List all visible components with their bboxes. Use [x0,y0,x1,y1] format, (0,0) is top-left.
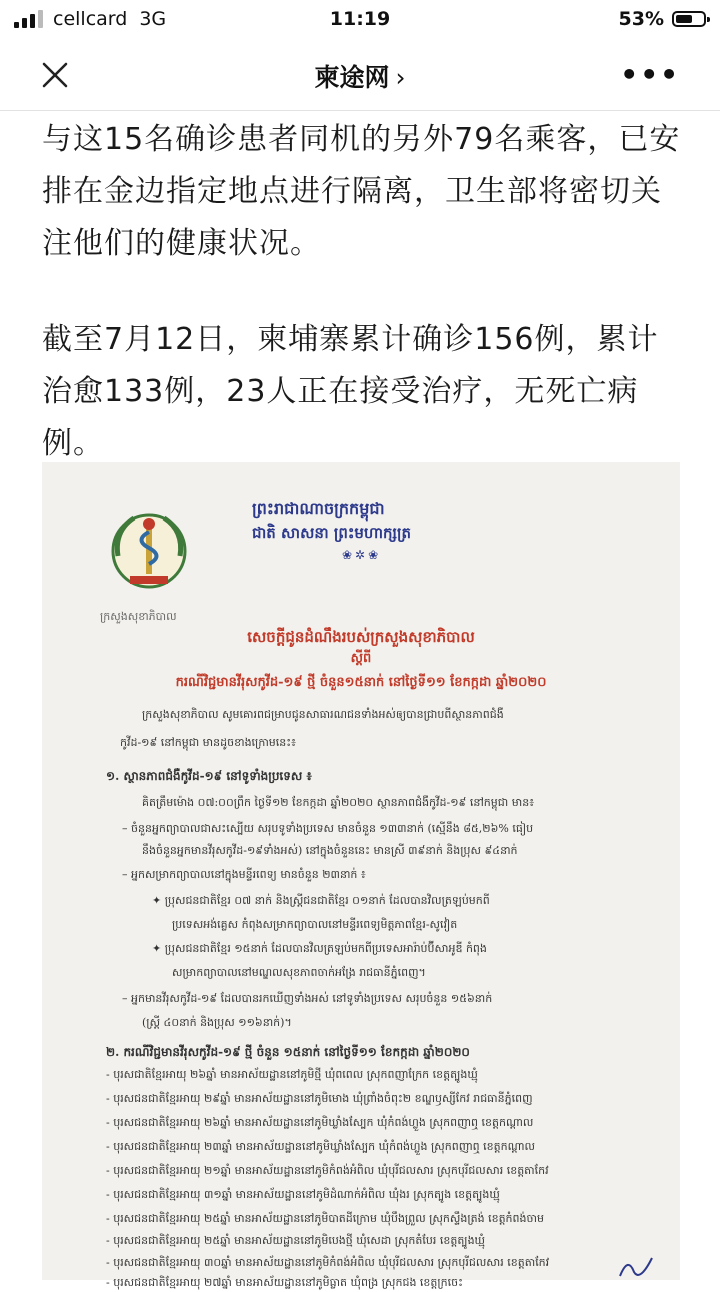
doc-line: - បុរសជនជាតិខ្មែរអាយុ ២៣ឆ្នាំ មានអាស័យដ្ឋាននៅភូមិឃ្លាំងស្បែក ឃុំកំពង់ហ្លួង ស្រុកពញាឮ ខេត្តកណ្តាល [106,1140,535,1153]
ministry-caption: ក្រសួងសុខាភិបាល [100,610,177,623]
more-options-icon[interactable]: ••• [620,58,680,91]
network-type: 3G [139,8,167,30]
doc-topic: ករណីវិជ្ជមានវីរុសកូវីដ-១៩ ថ្មី ចំនួន១៥នាក់ នៅថ្ងៃទី១១ ខែកក្កដា ឆ្នាំ២០២០ [175,675,547,690]
chevron-right-icon: › [395,63,406,92]
doc-line: - បុរសជនជាតិខ្មែរអាយុ ២៩ឆ្នាំ មានអាស័យដ្ឋាននៅភូមិមោង ឃុំព្រាំងចំពុះ២ ខណ្ឌឫស្សីកែវ រាជធានីភ្នំពេញ [106,1092,533,1105]
doc-section-heading: ២. ករណីវិជ្ជមានវីរុសកូវីដ-១៩ ថ្មី ចំនួន ១៥នាក់ នៅថ្ងៃទី១១ ខែកក្កដា ឆ្នាំ២០២០ [106,1045,470,1059]
doc-line: សម្រាកព្យាបាលនៅមណ្ឌលសុខភាពចាក់អង្រែ រាជធានីភ្នំពេញ។ [172,966,426,979]
doc-line: - បុរសជនជាតិខ្មែរអាយុ ២៧ឆ្នាំ មានអាស័យដ្ឋាននៅភូមិធ្លាត ឃុំពង្រ ស្រុកជង ខេត្តក្រចេះ [106,1276,463,1289]
motto-heading: ជាតិ សាសនា ព្រះមហាក្សត្រ [252,524,411,542]
doc-title: សេចក្តីជូនដំណឹងរបស់ក្រសួងសុខាភិបាល [247,628,475,646]
page-title: 柬途网 [314,63,390,92]
doc-line: - បុរសជនជាតិខ្មែរអាយុ ៣១ឆ្នាំ មានអាស័យដ្ឋាននៅភូមិដំណាក់អំពិល ឃុំងរ ស្រុកត្បូង ខេត្តត្បូងឃ្មុំ [106,1188,500,1201]
carrier-name: cellcard [53,8,128,30]
doc-line: (ស្ត្រី ៤០នាក់ និងប្រុស ១១៦នាក់)។ [142,1016,292,1029]
status-bar [0,0,720,38]
article-paragraph: 截至7月12日，柬埔寨累计确诊156例，累计治愈133例，23人正在接受治疗，无死亡病例。 [42,322,659,461]
kingdom-heading: ព្រះរាជាណាចក្រកម្ពុជា [252,499,385,518]
signature-mark [616,1252,656,1280]
doc-section-heading: ១. ស្ថានភាពជំងឺកូវីដ-១៩ នៅទូទាំងប្រទេស ៖ [106,769,312,783]
doc-line: – ចំនួនអ្នកព្យាបាលជាសះស្បើយ សរុបទូទាំងប្រទេស មានចំនួន ១៣៣នាក់ (ស្មើនឹង ៨៥,២៦% ធៀប [122,822,534,835]
battery-icon [672,11,706,27]
doc-line: គិតត្រឹមម៉ោង ០៧:០០ព្រឹក ថ្ងៃទី១២ ខែកក្កដា ឆ្នាំ២០២០ ស្ថានភាពជំងឺកូវីដ-១៩ នៅកម្ពុជា មាន៖ [142,796,535,809]
ornament: ❀✲❀ [342,548,382,562]
nav-bar [0,38,720,111]
doc-line: - បុរសជាតិខ្មែរអាយុ ២៦ឆ្នាំ មានអាស័យដ្ឋាននៅភូមិថ្មី ឃុំពពេល ស្រុកពញាក្រែក ខេត្តត្បូងឃ្មុំ [106,1068,478,1081]
doc-line: - បុរសជនជាតិខ្មែរអាយុ ២១ឆ្នាំ មានអាស័យដ្ឋាននៅភូមិកំពង់អំពិល ឃុំបុរីជលសារ ស្រុកបុរីជលសារ ខេត្តតាកែវ [106,1164,549,1177]
battery-percent: 53% [618,8,664,30]
doc-line: – អ្នកសម្រាកព្យាបាលនៅក្នុងមន្ទីរពេទ្យ មានចំនួន ២៣នាក់ ៖ [122,868,366,881]
doc-line: ប្រទេសអង់គ្លេស កំពុងសម្រាកព្យាបាលនៅមន្ទីរពេទ្យមិត្តភាពខ្មែរ-សូវៀត [172,918,458,931]
status-time: 11:19 [329,8,391,30]
doc-line: ✦ ប្រុសជនជាតិខ្មែរ ០៧ នាក់ និងស្ត្រីជនជាតិខ្មែរ ០១នាក់ ដែលបានវិលត្រឡប់មកពី [152,894,490,907]
document-image[interactable] [42,462,680,1289]
ministry-emblem-icon [104,506,194,596]
article-body [42,114,682,470]
doc-line: - បុរសជនជាតិខ្មែរអាយុ ៣០ឆ្នាំ មានអាស័យដ្ឋាននៅភូមិកំពង់អំពិល ឃុំបុរីជលសារ ស្រុកបុរីជលសារ ខេត្តតាកែវ [106,1256,550,1269]
doc-line: - បុរសជនជាតិខ្មែរអាយុ ២៥ឆ្នាំ មានអាស័យដ្ឋាននៅភូមិបាតដីក្រោម ឃុំបឹងព្រួល ស្រុកស្ទឹងត្រង់ ខេត្តកំពង់ចាម [106,1212,544,1225]
doc-subtitle: ស្តីពី [350,651,372,666]
status-right [619,8,706,30]
doc-line: - បុរសជនជាតិខ្មែរអាយុ ២៥ឆ្នាំ មានអាស័យដ្ឋាននៅភូមិបេងថ្មី ឃុំសេដា ស្រុកតំបែរ ខេត្តត្បូងឃ្មុំ [106,1234,486,1247]
doc-line: ក្រសួងសុខាភិបាល សូមគោរពជម្រាបជូនសាធារណជនទាំងអស់ឲ្យបានជ្រាបពីស្ថានភាពជំងឺ [142,708,504,721]
article-paragraph: 与这15名确诊患者同机的另外79名乘客，已安排在金边指定地点进行隔离，卫生部将密切关注他们的健康状况。 [42,122,681,261]
account-title-link[interactable] [0,58,720,94]
doc-line: ✦ ប្រុសជនជាតិខ្មែរ ១៥នាក់ ដែលបានវិលត្រឡប់មកពីប្រទេសអារ៉ាប់ប៊ីសាអូឌី កំពុង [152,942,487,955]
doc-line: នឹងចំនួនអ្នកមានវីរុសកូវីដ-១៩ទាំងអស់) នៅក្នុងចំនួននេះ មានស្រី ៣៩នាក់ និងប្រុស ៩៤នាក់ [142,844,518,857]
doc-line: – អ្នកមានវីរុសកូវីដ-១៩ ដែលបានរកឃើញទាំងអស់ នៅទូទាំងប្រទេស សរុបចំនួន ១៥៦នាក់ [122,992,493,1005]
doc-line: កូវីដ-១៩ នៅកម្ពុជា មានដូចខាងក្រោមនេះ៖ [120,736,296,749]
doc-line: - បុរសជនជាតិខ្មែរអាយុ ២៦ឆ្នាំ មានអាស័យដ្ឋាននៅភូមិឃ្លាំងស្បែក ឃុំកំពង់ហ្លួង ស្រុកពញាឮ ខេត្តកណ្តាល [106,1116,534,1129]
